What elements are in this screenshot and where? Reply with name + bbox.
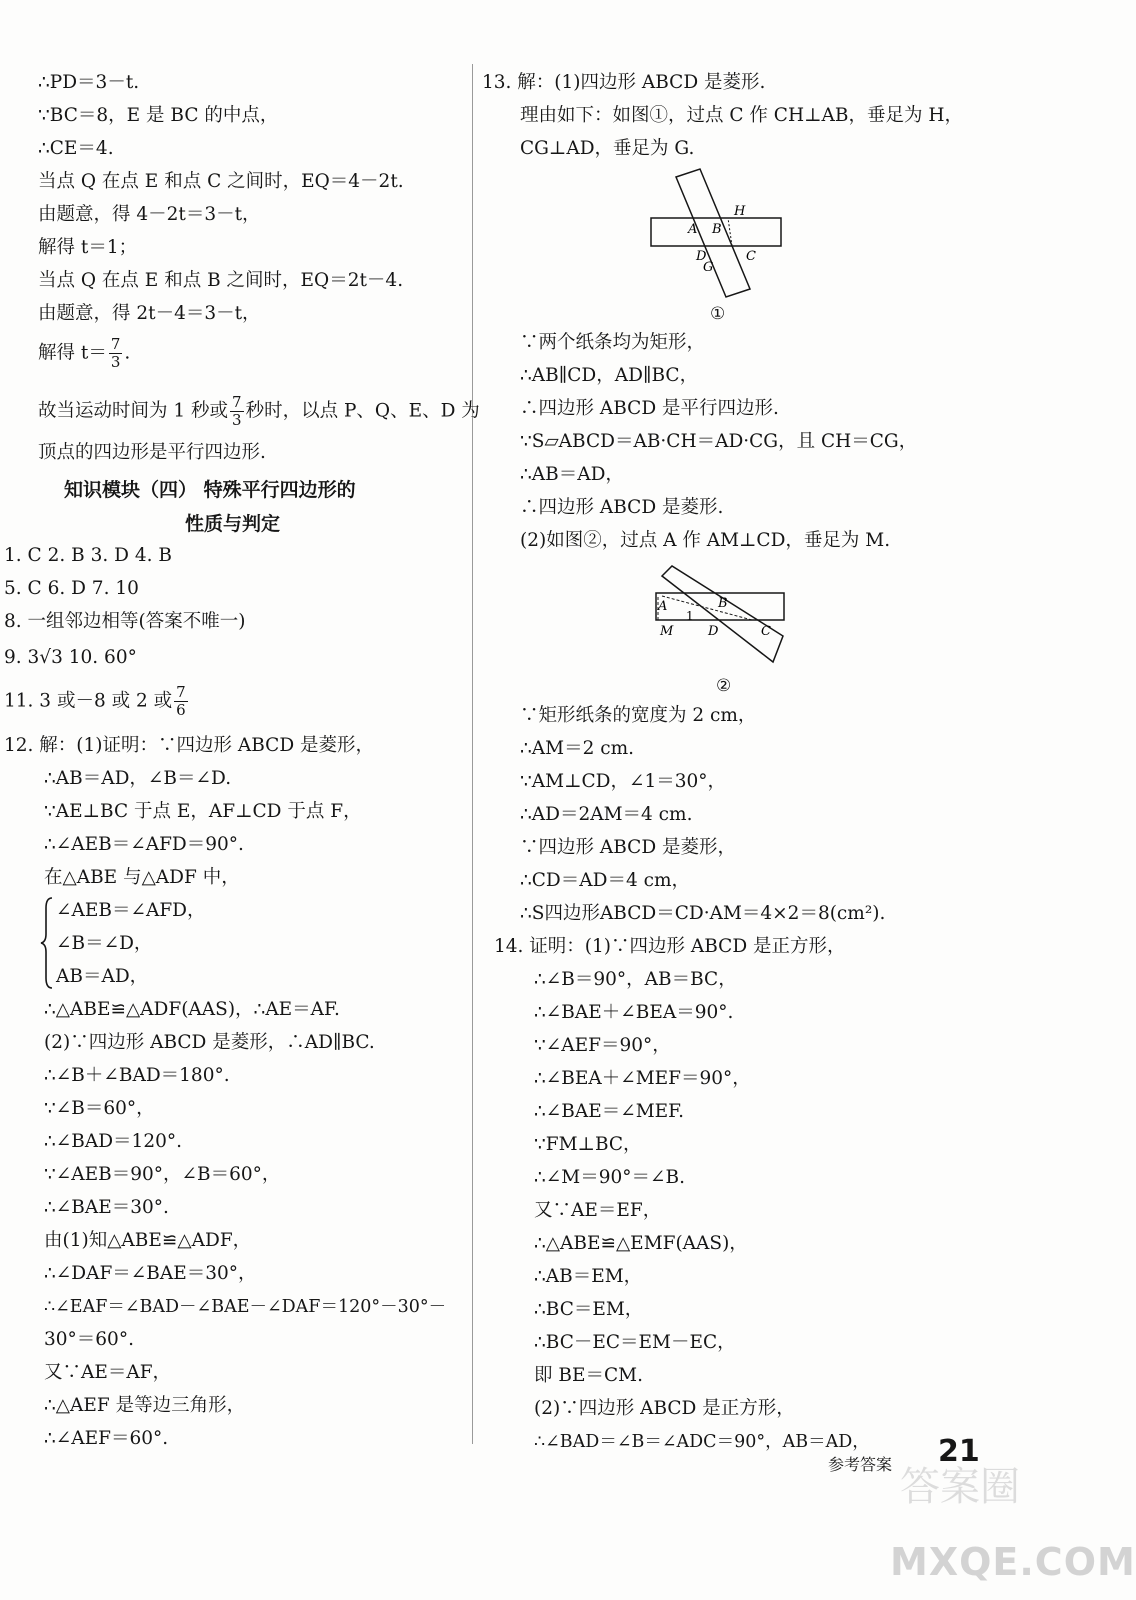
text-line: 又∵AE＝AF， [44,1362,172,1383]
text-line: ∴∠BAE＝30°. [44,1197,169,1218]
text-line: ∴AB＝EM， [534,1266,643,1287]
text-line: ∴∠BAD＝∠B＝∠ADC＝90°，AB＝AD， [534,1432,870,1452]
text-line: ∴∠BAD＝120°. [44,1131,183,1152]
column-divider [472,64,473,1444]
watermark-logo: 答案圈 [900,1464,1020,1510]
answer-line-11 [4,684,190,719]
fraction [174,684,188,719]
text-line: 顶点的四边形是平行四边形. [38,442,266,463]
conclusion-line [38,394,480,429]
figure-1 [648,165,788,300]
text-line: ∴CD＝AD＝4 cm， [520,870,691,891]
solution-line [38,336,130,371]
text-line: 理由如下：如图①，过点 C 作 CH⊥AB，垂足为 H， [520,105,963,126]
figure-2-label-b: B [718,596,728,611]
solution-prefix: 解得 t＝ [38,342,107,364]
figure-2-label-c: C [761,624,771,639]
text-line: ∵四边形 ABCD 是菱形， [520,837,737,858]
system-equation: AB＝AD， [56,966,149,987]
text-line: ∴∠AEB＝∠AFD＝90°. [44,834,244,855]
text-line: 当点 Q 在点 E 和点 B 之间时，EQ＝2t－4. [38,270,404,291]
text-line: ∴PD＝3－t. [38,72,140,93]
answer-line: 1. C 2. B 3. D 4. B [4,545,172,566]
text-line: 解得 t＝1； [38,237,138,258]
fraction-numerator: 7 [110,335,121,353]
text-line: (2)∵四边形 ABCD 是正方形， [534,1398,795,1419]
answer-line: 9. 3√3 10. 60° [4,647,137,668]
system-brace [40,896,54,990]
text-line: ∴AB∥CD，AD∥BC， [520,365,699,386]
text-line: ∴∠BAE＋∠BEA＝90°. [534,1002,734,1023]
figure-2-label-1: 1 [686,609,694,623]
text-line: ∴△AEF 是等边三角形， [44,1395,246,1416]
watermark-url: MXQE.COM [890,1540,1136,1584]
text-line: ∴四边形 ABCD 是平行四边形. [520,398,779,419]
fraction-denominator: 3 [232,411,242,429]
answer-line: 5. C 6. D 7. 10 [4,578,139,599]
text-line: ∵AM⊥CD，∠1＝30°， [520,771,727,792]
text-line: ∴∠B＝90°，AB＝BC， [534,969,737,990]
text-line: ∵BC＝8，E 是 BC 的中点， [38,105,279,126]
text-line: ∵∠AEF＝90°， [534,1035,671,1056]
text-line: ∴∠BAE＝∠MEF. [534,1101,685,1122]
text-line: ∴∠AEF＝60°. [44,1428,169,1449]
fraction-numerator: 7 [176,683,186,701]
text-line: 13. 解：(1)四边形 ABCD 是菱形. [482,72,766,93]
text-line: ∴∠EAF＝∠BAD－∠BAE－∠DAF＝120°－30°－ [44,1297,447,1317]
figure-1-label-b: B [712,222,722,237]
text-line: (2)如图②，过点 A 作 AM⊥CD，垂足为 M. [520,530,891,551]
text-line: 由题意，得 2t－4＝3－t， [38,303,261,324]
text-line: 在△ABE 与△ADF 中， [44,867,240,888]
text-line: ∴四边形 ABCD 是菱形. [520,497,724,518]
text-line: ∵FM⊥BC， [534,1134,642,1155]
figure-1-label-h: H [734,204,746,219]
text-line: ∴CE＝4. [38,138,114,159]
text-line: CG⊥AD，垂足为 G. [520,138,695,159]
section-title: 知识模块（四） 特殊平行四边形的 [64,479,356,501]
fraction [109,336,123,371]
text-line: ∵矩形纸条的宽度为 2 cm， [520,705,757,726]
text-line: 12. 解：(1)证明：∵四边形 ABCD 是菱形， [4,735,375,756]
text-line: ∵S▱ABCD＝AB·CH＝AD·CG，且 CH＝CG， [520,431,918,452]
fraction [230,394,244,429]
figure-2-label-a: A [658,599,668,614]
text-line: ∴∠M＝90°＝∠B. [534,1167,685,1188]
text-line: 即 BE＝CM. [534,1365,643,1386]
text-line: ∴AB＝AD，∠B＝∠D. [44,768,232,789]
figure-2-caption: ② [716,676,732,696]
conclusion-part-b: 秒时，以点 P、Q、E、D 为 [245,400,480,422]
fraction-denominator: 6 [176,701,186,719]
text-line: ∴△ABE≌△EMF(AAS)， [534,1233,748,1254]
text-line: 30°＝60°. [44,1329,134,1350]
solution-suffix: . [124,342,131,364]
text-line: (2)∵四边形 ABCD 是菱形，∴AD∥BC. [44,1032,375,1053]
text-line: 当点 Q 在点 E 和点 C 之间时，EQ＝4－2t. [38,171,404,192]
system-equation: ∠B＝∠D， [56,933,153,954]
system-equation: ∠AEB＝∠AFD， [56,900,206,921]
text-line: 由(1)知△ABE≌△ADF， [44,1230,252,1251]
text-line: ∴S四边形ABCD＝CD·AM＝4×2＝8(cm²). [520,903,886,924]
conclusion-part-a: 故当运动时间为 1 秒或 [38,400,229,422]
slanted-strip [662,566,783,662]
text-line: ∴△ABE≌△ADF(AAS)，∴AE＝AF. [44,999,340,1020]
figure-1-label-a: A [688,222,698,237]
fraction-numerator: 7 [232,393,242,411]
figure-1-label-d: D [696,249,707,264]
text-line: ∵∠AEB＝90°，∠B＝60°， [44,1164,281,1185]
text-line: ∴∠BEA＋∠MEF＝90°， [534,1068,751,1089]
text-line: ∴∠DAF＝∠BAE＝30°， [44,1263,257,1284]
text-line: ∴AM＝2 cm. [520,738,635,759]
text-line: ∵两个纸条均为矩形， [520,332,706,353]
text-line: 又∵AE＝EF， [534,1200,662,1221]
text-line: ∴AB＝AD， [520,464,624,485]
text-line: ∴BC－EC＝EM－EC， [534,1332,736,1353]
figure-2-label-m: M [660,624,674,639]
figure-2-label-d: D [708,624,719,639]
figure-2 [648,560,788,660]
answer-line: 8. 一组邻边相等(答案不唯一) [4,611,246,632]
text-line: ∴∠B＋∠BAD＝180°. [44,1065,230,1086]
text-line: ∵AE⊥BC 于点 E，AF⊥CD 于点 F， [44,801,362,822]
figure-1-caption: ① [710,304,726,324]
fraction-denominator: 3 [110,353,121,371]
answer-11-prefix: 11. 3 或－8 或 2 或 [4,690,173,712]
text-line: ∵∠B＝60°， [44,1098,155,1119]
text-line: 由题意，得 4－2t＝3－t， [38,204,261,225]
figure-1-label-c: C [746,249,756,264]
text-line: 14. 证明：(1)∵四边形 ABCD 是正方形， [494,936,846,957]
section-title-line2: 性质与判定 [185,513,281,535]
text-line: ∴BC＝EM， [534,1299,644,1320]
page-number: 21 [938,1434,980,1469]
figure-1-label-g: G [703,260,714,275]
text-line: ∴AD＝2AM＝4 cm. [520,804,693,825]
footer-label: 参考答案 [828,1455,893,1474]
